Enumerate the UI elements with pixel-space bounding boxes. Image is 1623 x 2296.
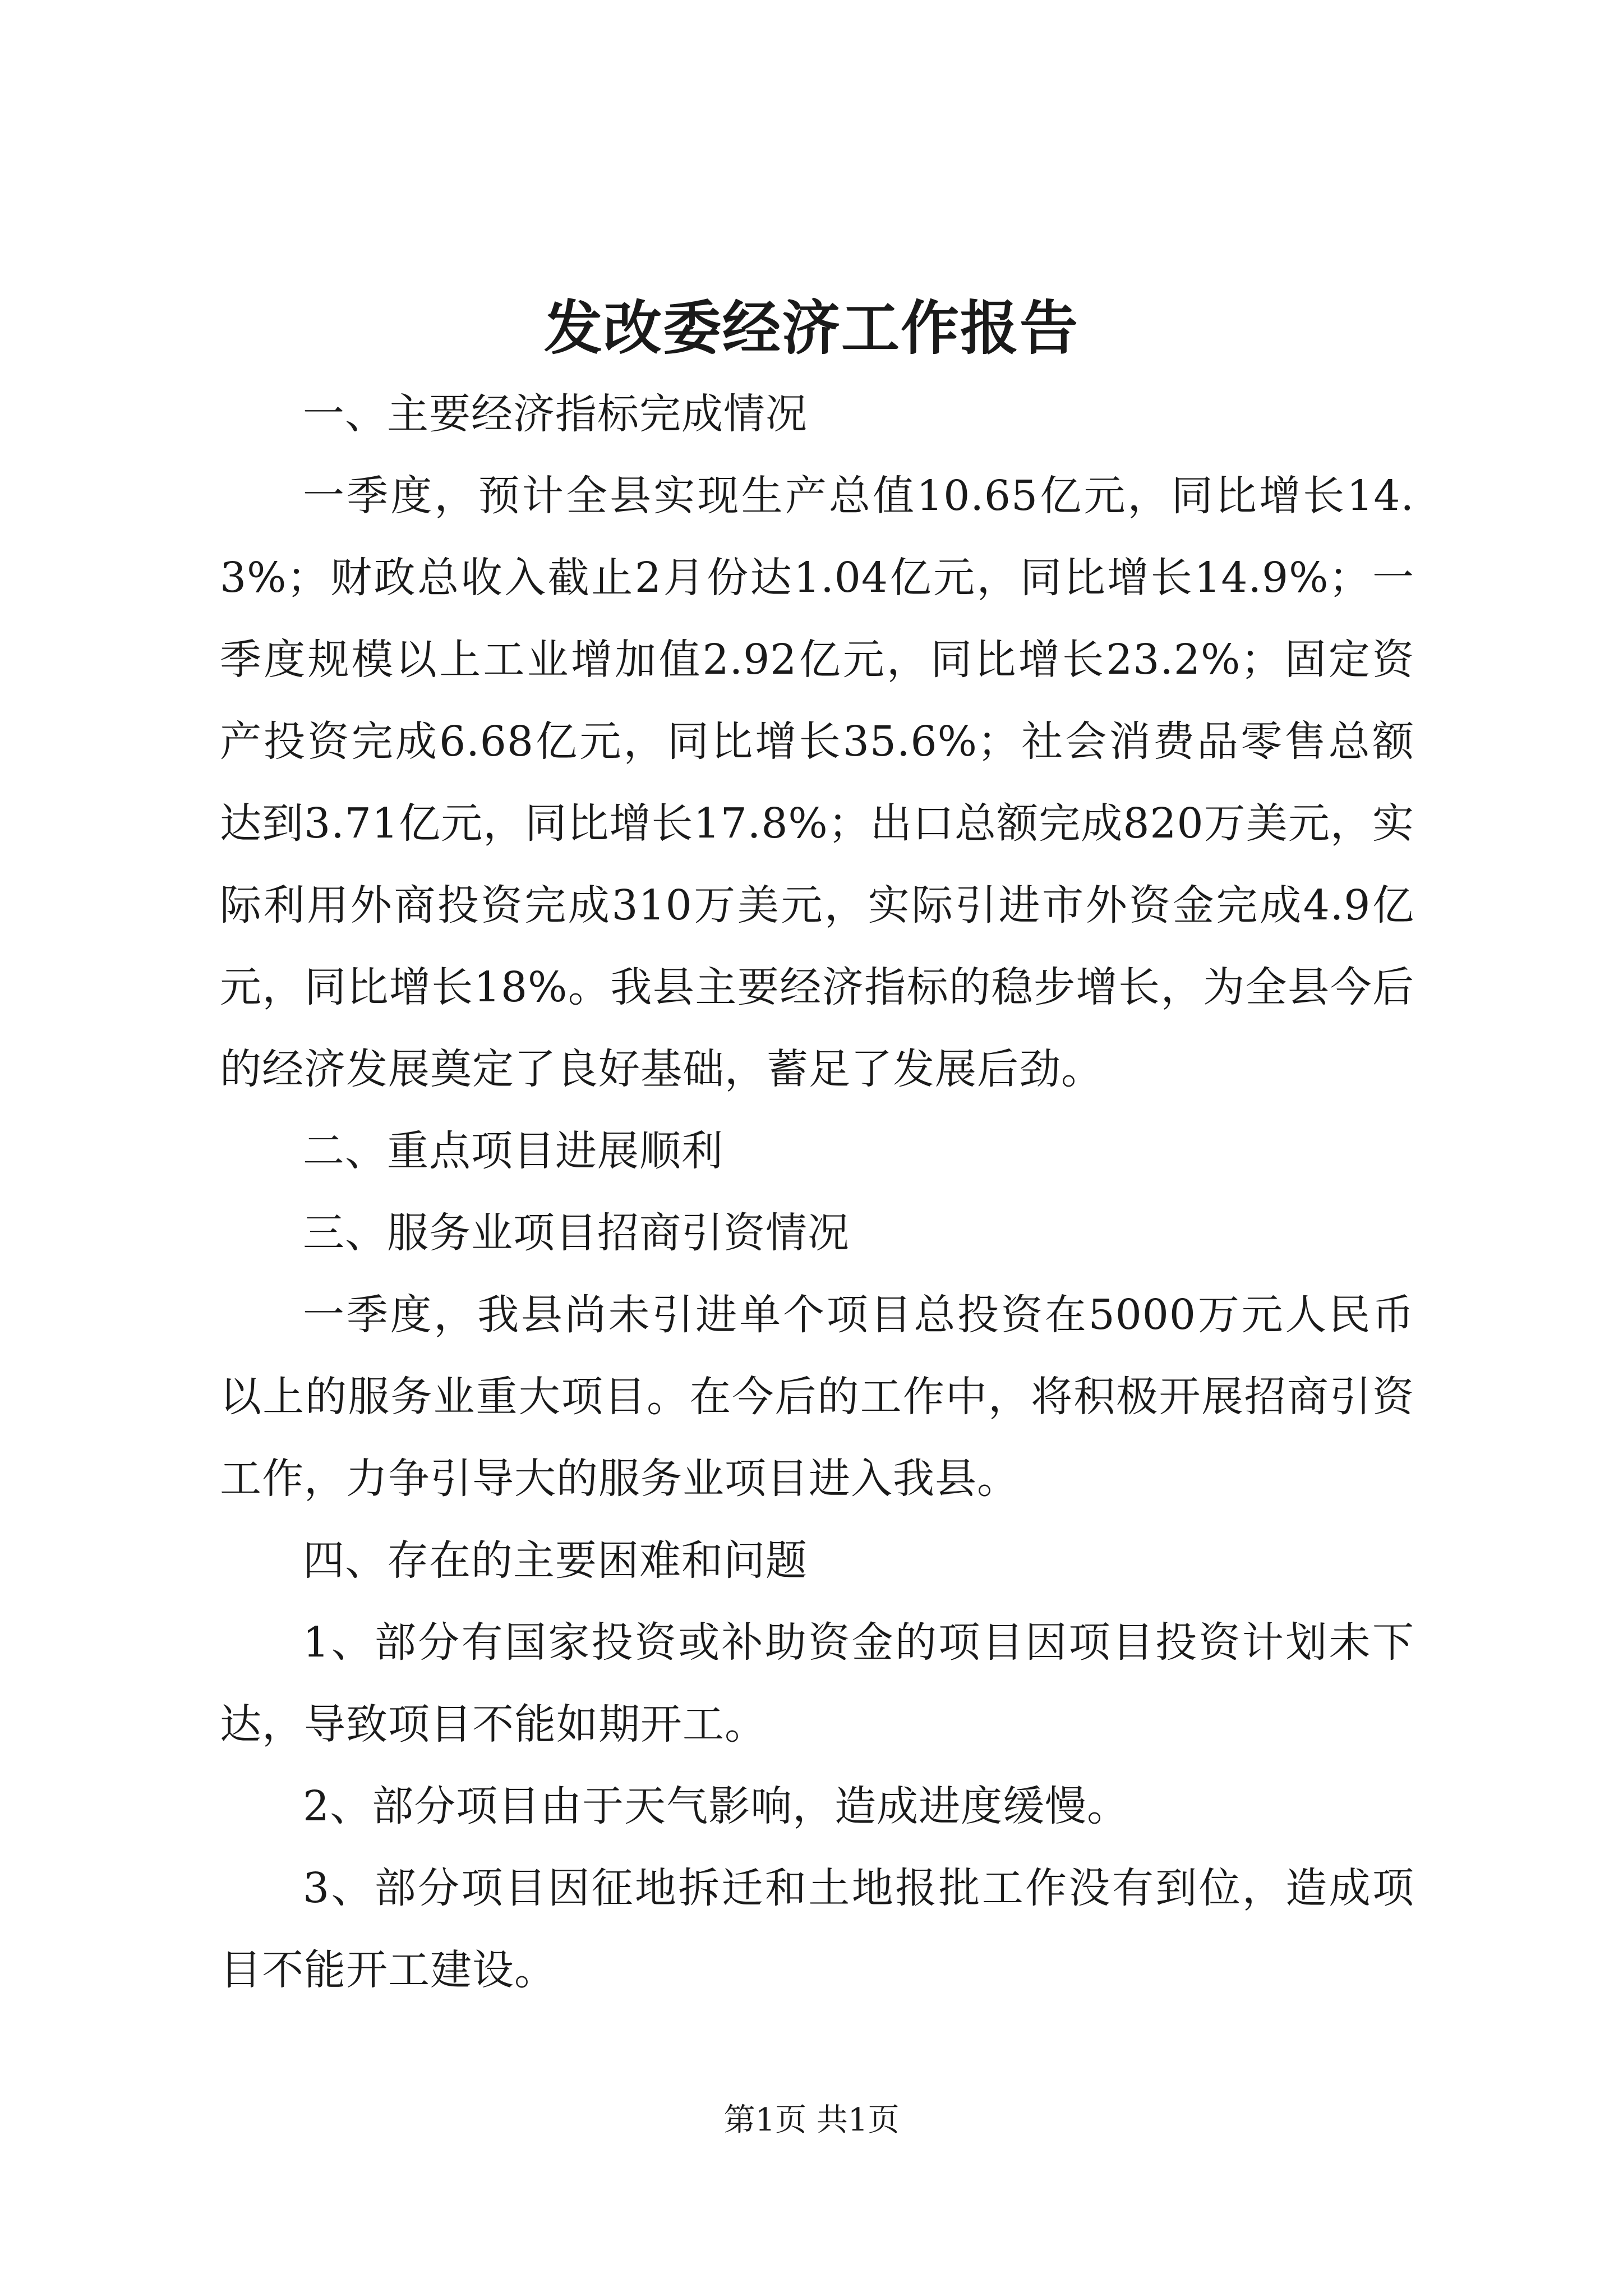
paragraph-investment: 一季度，我县尚未引进单个项目总投资在5000万元人民币以上的服务业重大项目。在今后的工作中，将积极开展招商引资工作，力争引导大的服务业项目进入我县。 [220,1291,1414,1503]
list-item-1: 1、部分有国家投资或补助资金的项目因项目投资计划未下达，导致项目不能如期开工。 [220,1618,1414,1749]
list-item-3: 3、部分项目因征地拆迁和土地报批工作没有到位，造成项目不能开工建设。 [220,1864,1414,1994]
document-body [220,373,1414,2011]
page-footer: 第1页 共1页 [723,2102,900,2138]
document-title: 发改委经济工作报告 [543,293,1079,362]
section-heading-4: 四、存在的主要困难和问题 [303,1536,808,1585]
section-heading-3: 三、服务业项目招商引资情况 [303,1209,850,1257]
section-heading-2: 二、重点项目进展顺利 [303,1127,723,1175]
list-item-2: 2、部分项目由于天气影响，造成进度缓慢。 [303,1782,1129,1830]
section-heading-1: 一、主要经济指标完成情况 [303,390,808,438]
paragraph-economic-indicators: 一季度，预计全县实现生产总值10.65亿元，同比增长14.3%；财政总收入截止2月份达1.04亿元，同比增长14.9%；一季度规模以上工业增加值2.92亿元，同比增长23.2%；固定资产投资完成6.68亿元，同比增长35.6%；社会消费品零售总额达到3.71亿元，同比增长17.8%；出口总额完成820万美元，实际利用外商投资完成310万美元，实际引进市外资金完成4.9亿元，同比增长18%。我县主要经济指标的稳步增长，为全县今后的经济发展奠定了良好基础，蓄足了发展后劲。 [220,472,1414,1093]
